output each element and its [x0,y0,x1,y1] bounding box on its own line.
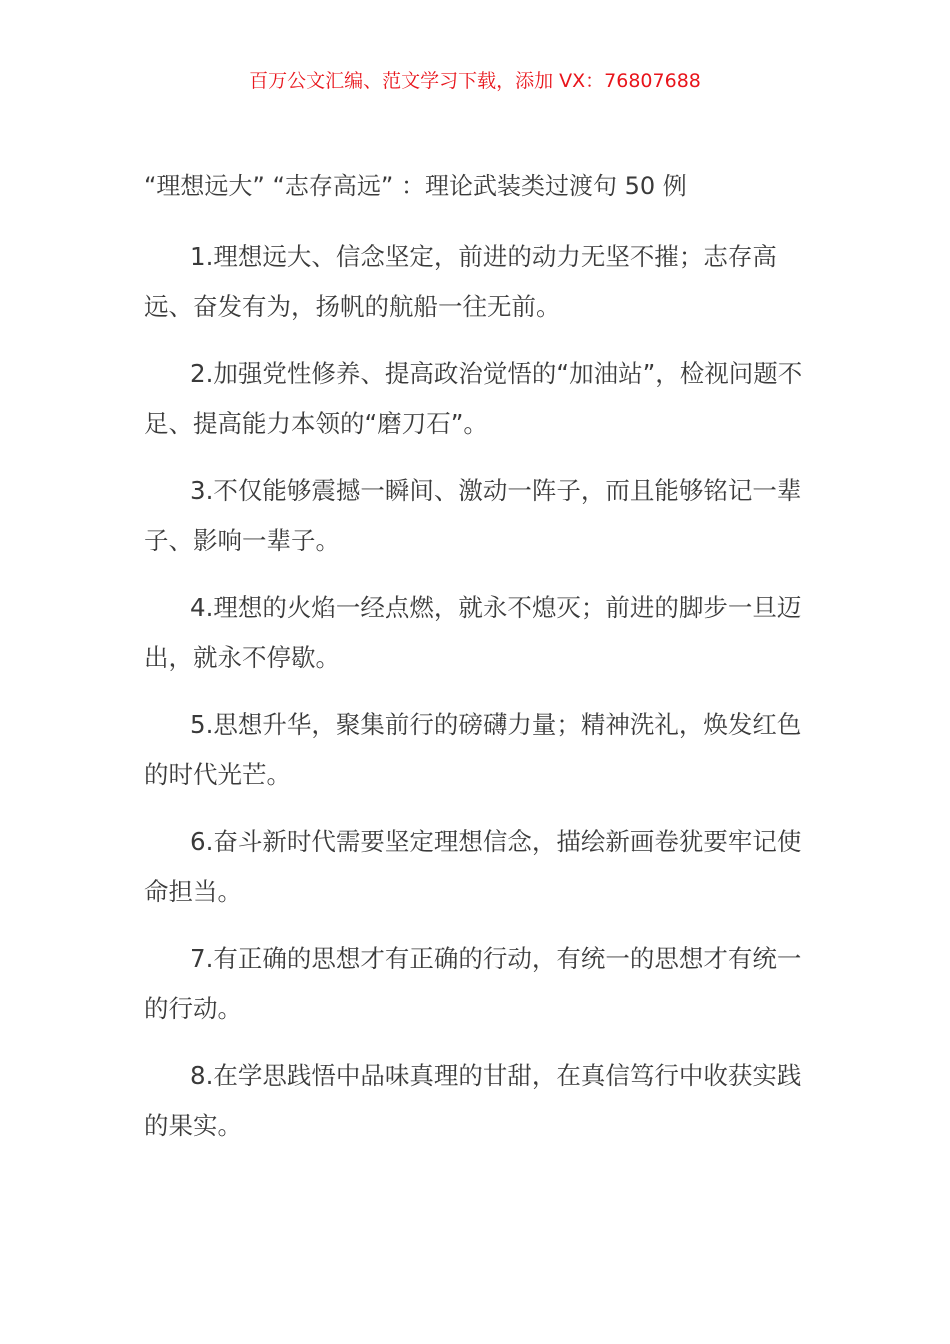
list-item: 1.理想远大、信念坚定，前进的动力无坚不摧；志存高远、奋发有为，扬帆的航船一往无前。 [144,242,777,321]
header-ad-note: 百万公文汇编、范文学习下载，添加 VX：76807688 [249,70,701,92]
list-item: 7.有正确的思想才有正确的行动，有统一的思想才有统一的行动。 [144,944,802,1023]
list-item: 6.奋斗新时代需要坚定理想信念，描绘新画卷犹要牢记使命担当。 [144,827,802,906]
list-item: 3.不仅能够震撼一瞬间、激动一阵子，而且能够铭记一辈子、影响一辈子。 [144,476,802,555]
list-item: 8.在学思践悟中品味真理的甘甜，在真信笃行中收获实践的果实。 [144,1061,802,1140]
list-item: 4.理想的火焰一经点燃，就永不熄灭；前进的脚步一旦迈出，就永不停歇。 [144,593,802,672]
list-item: 2.加强党性修养、提高政治觉悟的“加油站”，检视问题不足、提高能力本领的“磨刀石”。 [144,359,803,438]
transition-sentence-list [144,232,808,1168]
list-item: 5.思想升华，聚集前行的磅礴力量；精神洗礼，焕发红色的时代光芒。 [144,710,802,789]
document-title: “理想远大” “志存高远” ：理论武装类过渡句 50 例 [144,172,687,200]
